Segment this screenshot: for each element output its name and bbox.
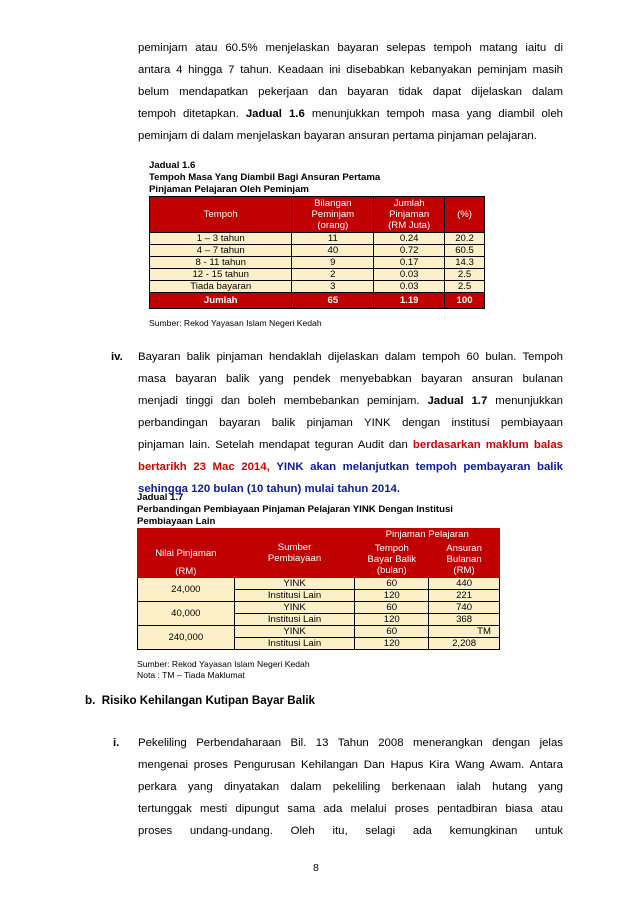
table1-total-row [150,293,485,309]
table2-header-group: Pinjaman Pelajaran [355,529,500,541]
cell-ansuran: TM [429,626,500,638]
cell-nilai: 240,000 [138,626,235,650]
cell-bil: 2 [292,269,374,281]
para-iv-number: iv. [111,351,123,363]
cell-nilai: 40,000 [138,602,235,626]
cell-tempoh: 120 [355,614,429,626]
table1-title-1: Tempoh Masa Yang Diambil Bagi Ansuran Pertama [149,172,381,183]
para-iv [138,346,563,500]
table2-caption [137,492,453,528]
table2-header-ansuran: Ansuran Bulanan (RM) [429,541,500,578]
table2-header-tempoh: Tempoh Bayar Balik (bulan) [355,541,429,578]
cell-tempoh: Tiada bayaran [150,281,292,293]
iv-line-7: sehingga 120 bulan (10 tahun) mulai tahun 2014. [138,483,401,495]
table2-header-nilai [138,529,235,541]
cell-ansuran: 440 [429,578,500,590]
iv-line-4: perbandingan bayaran balik pinjaman YINK dengan institusi pembiayaan [138,417,563,429]
iv-line-3: menjadi tinggi dan boleh membebankan peminjam. Jadual 1.7 menunjukkan [138,395,563,407]
i-line-1: Pekeliling Perbendaharaan Bil. 13 Tahun 2008 menerangkan dengan jelas [138,737,563,749]
intro-line-3: belum mendapatkan pekerjaan dan bayaran tidak dapat dijelaskan dalam [138,86,563,98]
table1-caption [149,160,380,196]
table1-label: Jadual 1.6 [149,160,196,171]
table-1-7 [137,528,500,650]
cell-pct: 60.5 [445,245,485,257]
table-row [150,233,485,245]
cell-tempoh: 12 - 15 tahun [150,269,292,281]
total-label: Jumlah [150,293,292,309]
cell-tempoh: 60 [355,626,429,638]
cell-ansuran: 740 [429,602,500,614]
table-1-6 [149,196,485,309]
table2-header-nilai-unit: (RM) [138,566,235,578]
table2-note: Nota : TM – Tiada Maklumat [137,670,245,680]
intro-line-2: antara 4 hingga 7 tahun. Keadaan ini disebabkan kebanyakan peminjam masih [138,64,563,76]
i-line-4: tertunggak mesti dipungut sama ada melalui proses pentadbiran biasa atau [138,803,563,815]
cell-tempoh: 1 – 3 tahun [150,233,292,245]
total-bil: 65 [292,293,374,309]
cell-sumber: YINK [234,626,355,638]
intro-line-4: tempoh ditetapkan. Jadual 1.6 menunjukkan tempoh masa yang diambil oleh [138,108,563,120]
cell-bil: 3 [292,281,374,293]
cell-ansuran: 221 [429,590,500,602]
cell-tempoh: 120 [355,590,429,602]
cell-tempoh: 60 [355,602,429,614]
table1-header-bilangan: Bilangan Peminjam (orang) [292,197,374,233]
cell-jumlah: 0.03 [374,281,445,293]
cell-tempoh: 120 [355,638,429,650]
table-row [138,578,500,590]
cell-pct: 14.3 [445,257,485,269]
cell-ansuran: 2,208 [429,638,500,650]
table-row [138,602,500,614]
total-pct: 100 [445,293,485,309]
table1-title-2: Pinjaman Pelajaran Oleh Peminjam [149,184,309,195]
table1-header-tempoh: Tempoh [150,197,292,233]
total-jumlah: 1.19 [374,293,445,309]
cell-tempoh: 60 [355,578,429,590]
table-row [150,281,485,293]
i-line-2: mengenai proses Pengurusan Kehilangan Dan Hapus Kira Wang Awam. Antara [138,759,563,771]
cell-sumber: Institusi Lain [234,614,355,626]
table2-title-2: Pembiayaan Lain [137,516,216,527]
iv-line-6: bertarikh 23 Mac 2014, YINK akan melanjutkan tempoh pembayaran balik [138,461,563,473]
table2-header-nilai-label: Nilai Pinjaman [138,541,235,566]
table-row [138,626,500,638]
intro-paragraph [138,37,563,147]
table2-header-sumber [234,529,355,541]
cell-tempoh: 4 – 7 tahun [150,245,292,257]
table2-header-sumber-blank [234,566,355,578]
cell-bil: 40 [292,245,374,257]
intro-line-5: peminjam di dalam menjelaskan bayaran ansuran pertama pinjaman pelajaran. [138,130,537,142]
table2-source: Sumber: Rekod Yayasan Islam Negeri Kedah [137,659,310,669]
cell-bil: 9 [292,257,374,269]
cell-sumber: YINK [234,578,355,590]
cell-pct: 2.5 [445,281,485,293]
cell-sumber: Institusi Lain [234,590,355,602]
table-row [150,269,485,281]
page-number: 8 [313,862,319,874]
cell-sumber: Institusi Lain [234,638,355,650]
table1-header-pct: (%) [445,197,485,233]
para-i [138,732,563,842]
table2-label: Jadual 1.7 [137,492,184,503]
cell-jumlah: 0.72 [374,245,445,257]
cell-jumlah: 0.24 [374,233,445,245]
table-row [150,245,485,257]
table2-title-1: Perbandingan Pembiayaan Pinjaman Pelajaran YINK Dengan Institusi [137,504,453,515]
i-line-5: proses undang-undang. Oleh itu, selagi ada kemungkinan untuk [138,825,563,837]
para-i-number: i. [113,737,120,749]
cell-pct: 20.2 [445,233,485,245]
cell-jumlah: 0.17 [374,257,445,269]
table1-header-jumlah: Jumlah Pinjaman (RM Juta) [374,197,445,233]
cell-ansuran: 368 [429,614,500,626]
intro-line-1: peminjam atau 60.5% menjelaskan bayaran selepas tempoh matang iaitu di [138,42,563,54]
iv-line-5: pinjaman lain. Setelah mendapat teguran Audit dan berdasarkan maklum balas [138,439,563,451]
section-b-heading: b. Risiko Kehilangan Kutipan Bayar Balik [85,694,315,707]
table1-source: Sumber: Rekod Yayasan Islam Negeri Kedah [149,318,322,328]
cell-jumlah: 0.03 [374,269,445,281]
cell-pct: 2.5 [445,269,485,281]
iv-line-1: Bayaran balik pinjaman hendaklah dijelaskan dalam tempoh 60 bulan. Tempoh [138,351,563,363]
cell-tempoh: 8 - 11 tahun [150,257,292,269]
cell-nilai: 24,000 [138,578,235,602]
cell-bil: 11 [292,233,374,245]
cell-sumber: YINK [234,602,355,614]
table-row [150,257,485,269]
table2-header-sumber-label: Sumber Pembiayaan [234,541,355,566]
i-line-3: perkara yang dinyatakan dalam pekeliling berkenaan ialah hutang yang [138,781,563,793]
iv-line-2: masa bayaran balik yang pendek menyebabkan bayaran ansuran bulanan [138,373,563,385]
